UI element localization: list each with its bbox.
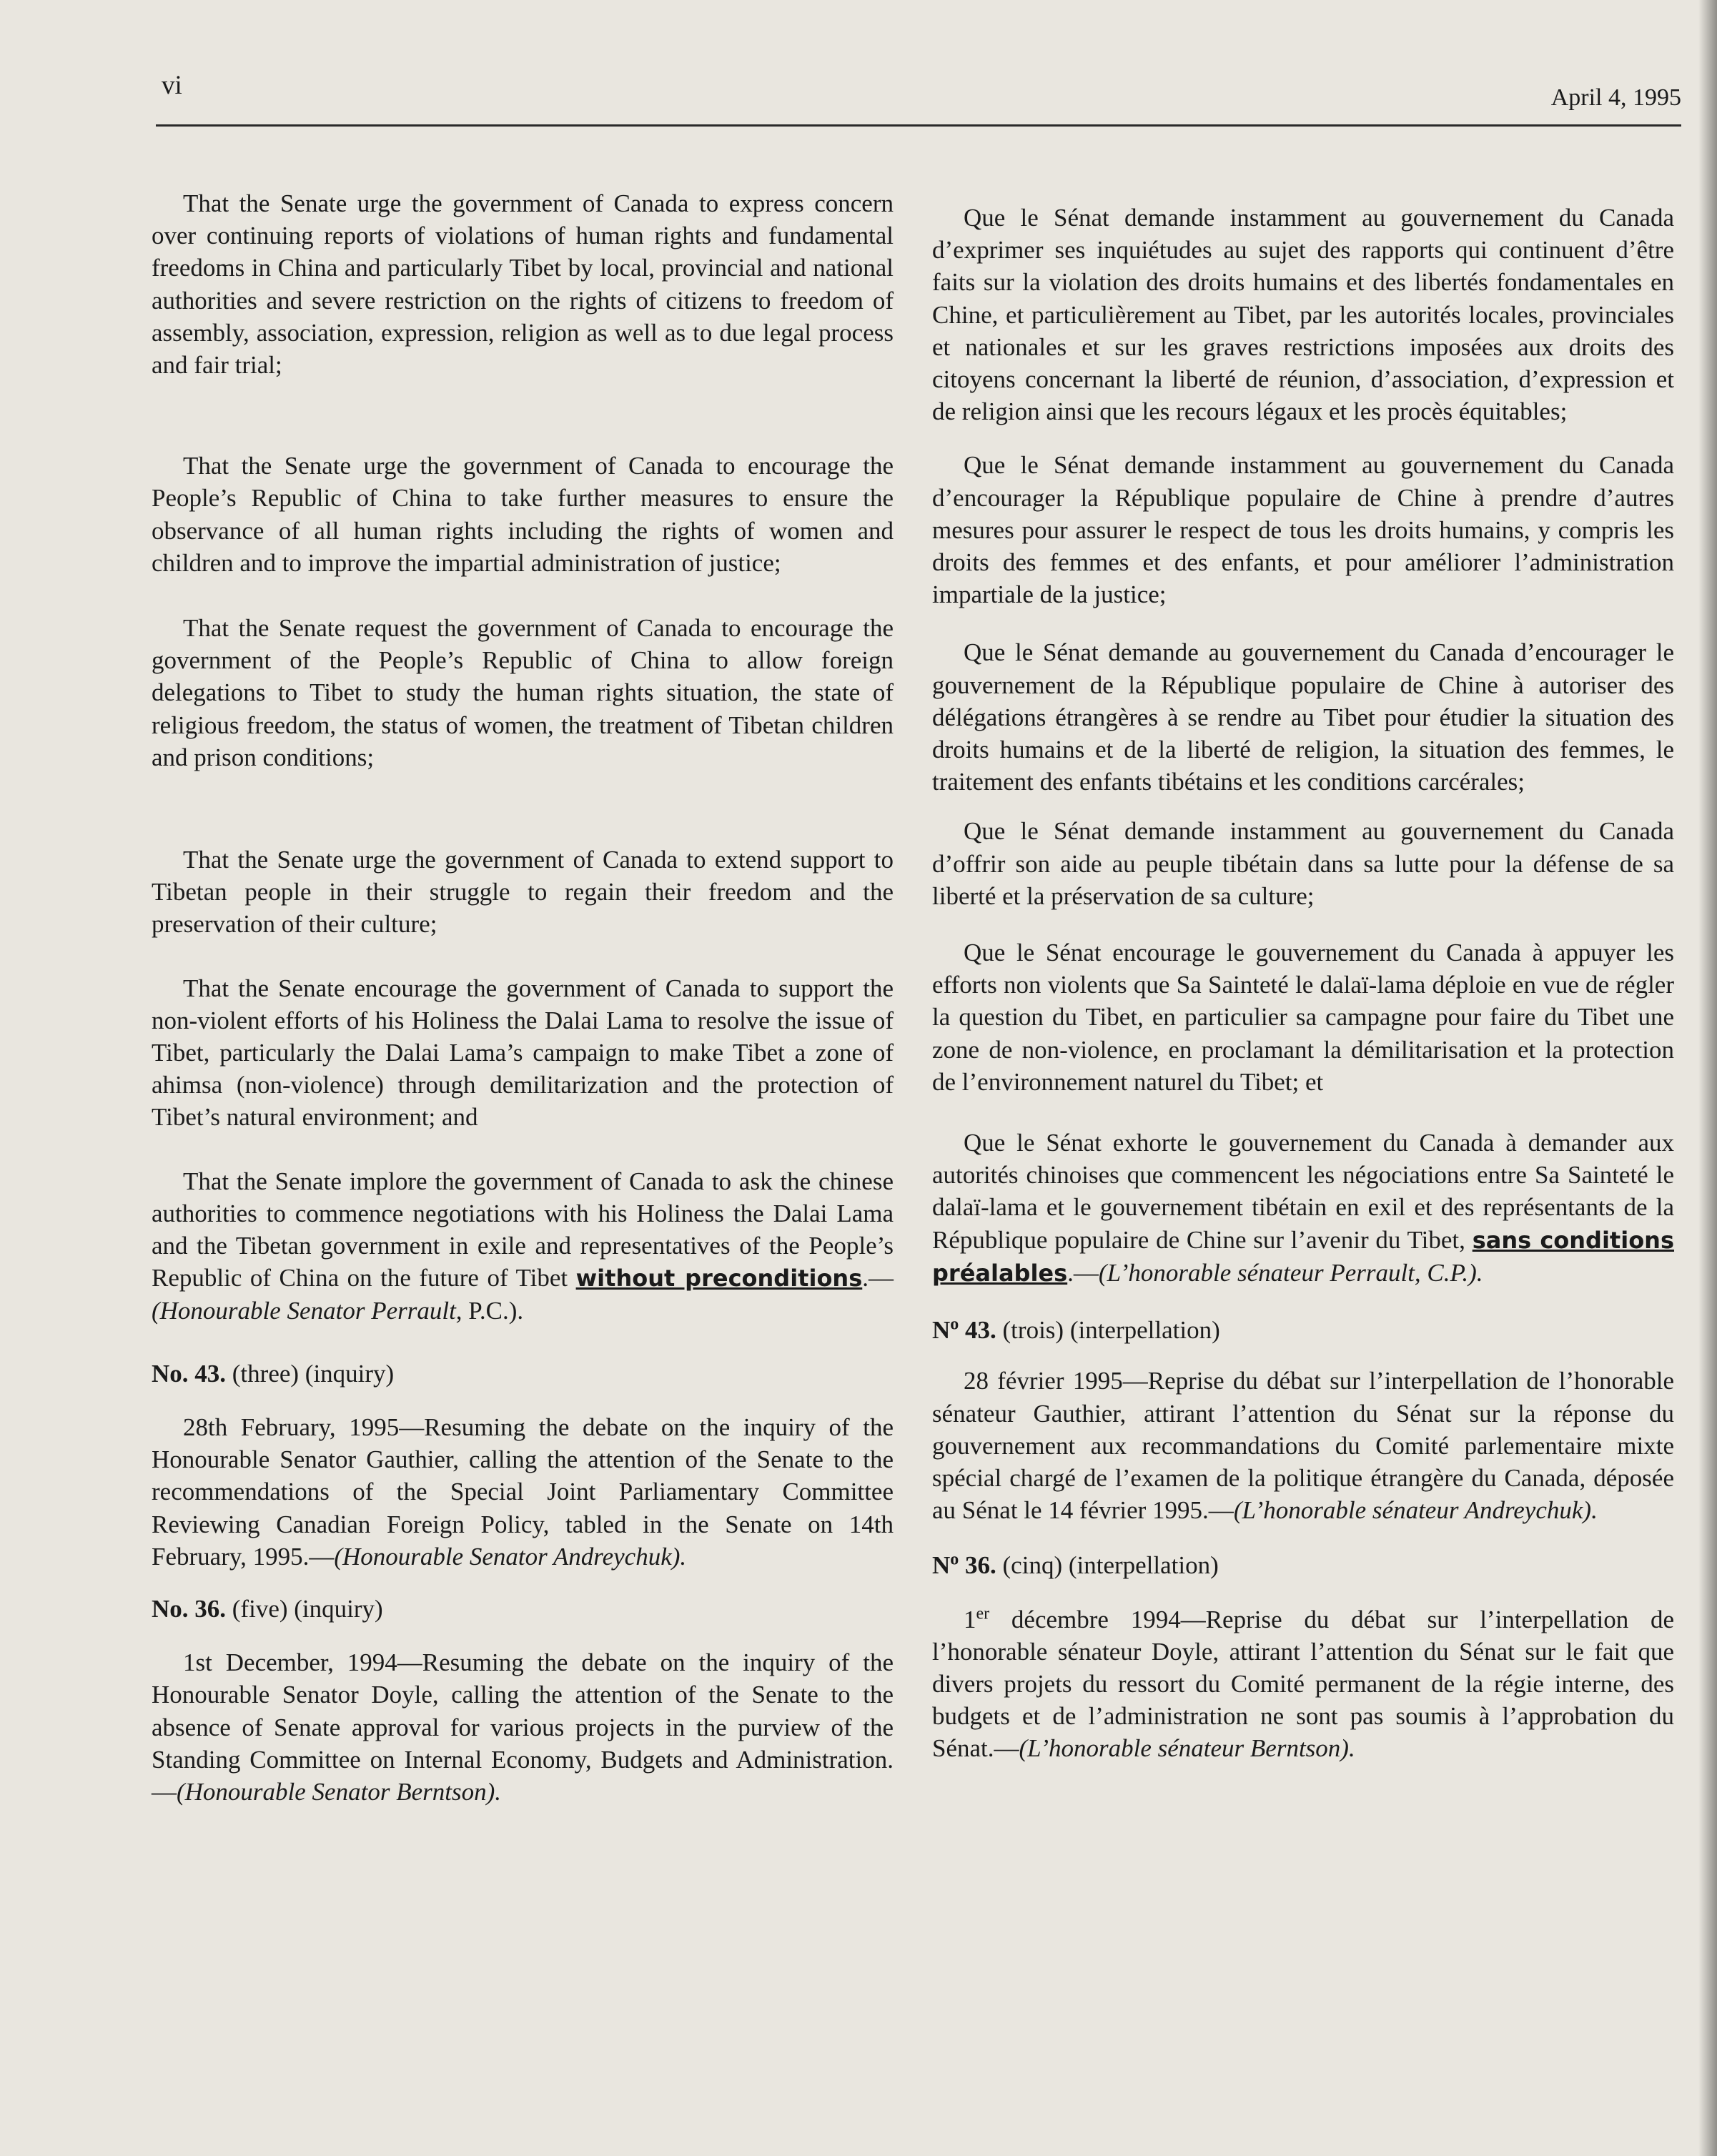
page-edge-shadow xyxy=(1698,0,1717,2156)
item-43-text-fr: 28 février 1995—Reprise du débat sur l’interpellation de l’honorable sénateur Gauthier, attirant l’attention du Sénat sur la réponse du gouvernement aux recommandations du Comité parlementaire mixte spécial chargé de l’examen de la politique étrangère du Canada, déposée au Sénat le 14 février 1995.—(L’honorable sénateur Andreychuk). xyxy=(932,1367,1674,1525)
page-number: vi xyxy=(162,71,182,100)
item-43-text: 28th February, 1995—Resuming the debate on the inquiry of the Honourable Senator Gauthier, calling the attention of the Senate to the recommendations of the Special Joint Parliamentary Committee Reviewing Canadian Foreign Policy, tabled in the Senate on 14th February, 1995.—(Honourable Senator Andreychuk). xyxy=(152,1413,894,1571)
item-heading-36: No. 36. (five) (inquiry) xyxy=(152,1594,383,1623)
sponsor: (Honourable Senator Berntson). xyxy=(177,1777,501,1806)
motion-paragraph-6: That the Senate implore the government of Canada to ask the chinese authorities to commence negotiations with his Holiness the Dalai Lama and the Tibetan government in exile and representatives of the People’s Republic of China on the future of Tibet without preconditions.—(Honourable Senator Perrault, P.C.). xyxy=(152,1167,894,1325)
page-header xyxy=(156,70,1681,127)
header-date: April 4, 1995 xyxy=(1550,84,1681,111)
motion-paragraph-1-fr: Que le Sénat demande instamment au gouvernement du Canada d’exprimer ses inquiétudes au sujet des rapports qui continuent d’être faits sur la violation des droits humains et des libertés fondamentales en Chine, et particulièrement au Tibet, par les autorités locales, provinciales et nationales et sur les graves restrictions imposées aux droits des citoyens concernant la liberté de réunion, d’association, d’expression et de religion ainsi que les recours légaux et les procès équitables; xyxy=(932,204,1674,426)
item-heading-36-fr: $N^o$ 36. (cinq) (interpellation) xyxy=(932,1550,1219,1580)
item-36-text: 1st December, 1994—Resuming the debate on the inquiry of the Honourable Senator Doyle, calling the attention of the Senate to the absence of Senate approval for various projects in the purview of the Standing Committee on Internal Economy, Budgets and Administration.—(Honourable Senator Berntson). xyxy=(152,1648,894,1806)
emphasis-text: without preconditions xyxy=(575,1265,863,1292)
motion-paragraph-3: That the Senate request the government of Canada to encourage the government of the People’s Republic of China to allow foreign delegations to Tibet to study the human rights situation, the state of religious freedom, the status of women, the treatment of Tibetan children and prison conditions; xyxy=(152,614,894,771)
motion-paragraph-3-fr: Que le Sénat demande au gouvernement du Canada d’encourager le gouvernement de la République populaire de Chine à autoriser des délégations étrangères à se rendre au Tibet pour étudier la situation des droits humains et de la liberté de religion, la situation des femmes, le traitement des enfants tibétains et les conditions carcérales; xyxy=(932,638,1674,796)
motion-paragraph-4-fr: Que le Sénat demande instamment au gouvernement du Canada d’offrir son aide au peuple tibétain dans sa lutte pour la défense de sa liberté et la préservation de sa culture; xyxy=(932,817,1674,910)
english-column xyxy=(152,187,894,1808)
motion-paragraph-5-fr: Que le Sénat encourage le gouvernement du Canada à appuyer les efforts non violents que Sa Sainteté le dalaï-lama déploie en vue de régler la question du Tibet, en particulier sa campagne pour faire du Tibet une zone de non-violence, en proclamant la démilitarisation et la protection de l’environnement naturel du Tibet; et xyxy=(932,939,1674,1096)
item-36-text-fr: 1er décembre 1994—Reprise du débat sur l’interpellation de l’honorable sénateur Doyle, attirant l’attention du Sénat sur le fait que divers projets du ressort du Comité permanent de la régie interne, des budgets et de l’administration ne sont pas soumis à l’approbation du Sénat.—(L’honorable sénateur Berntson). xyxy=(932,1603,1674,1763)
emphasis-text-fr: sans conditions préalables xyxy=(932,1226,1675,1287)
motion-paragraph-5: That the Senate encourage the government of Canada to support the non-violent efforts of his Holiness the Dalai Lama to resolve the issue of Tibet, particularly the Dalai Lama’s campaign to make Tibet a zone of ahimsa (non-violence) through demilitarization and the protection of Tibet’s natural environment; and xyxy=(152,974,894,1132)
motion-paragraph-2-fr: Que le Sénat demande instamment au gouvernement du Canada d’encourager la République populaire de Chine à prendre d’autres mesures pour assurer le respect de tous les droits humains, y compris les droits des femmes et des enfants, et pour améliorer l’administration impartiale de la justice; xyxy=(932,451,1674,609)
item-heading-43-fr: $N^o$ 43. (trois) (interpellation) xyxy=(932,1315,1220,1345)
sponsor-fr: (L’honorable sénateur Berntson). xyxy=(1019,1734,1355,1763)
motion-paragraph-2: That the Senate urge the government of Canada to encourage the People’s Republic of China to take further measures to ensure the observance of all human rights including the rights of women and children and to improve the impartial administration of justice; xyxy=(152,452,894,577)
motion-paragraph-6-fr: Que le Sénat exhorte le gouvernement du Canada à demander aux autorités chinoises que commencent les négociations entre Sa Sainteté le dalaï-lama et le gouvernement tibétain en exil et des représentants de la République populaire de Chine sur l’avenir du Tibet, sans conditions préalables.—(L’honorable sénateur Perrault, C.P.). xyxy=(932,1129,1675,1287)
sponsor-fr: (L’honorable sénateur Perrault, C.P.). xyxy=(1098,1258,1483,1287)
motion-paragraph-1: That the Senate urge the government of Canada to express concern over continuing reports of violations of human rights and fundamental freedoms in China and particularly Tibet by local, provincial and national authorities and severe restriction on the rights of citizens to freedom of assembly, association, expression, religion as well as to due legal process and fair trial; xyxy=(152,189,894,380)
sponsor: (Honourable Senator Perrault, xyxy=(152,1297,462,1325)
french-column xyxy=(932,187,1674,1765)
sponsor-fr: (L’honorable sénateur Andreychuk). xyxy=(1233,1496,1598,1525)
motion-paragraph-4: That the Senate urge the government of Canada to extend support to Tibetan people in their struggle to regain their freedom and the preservation of their culture; xyxy=(152,846,894,939)
sponsor: (Honourable Senator Andreychuk). xyxy=(334,1542,687,1571)
item-heading-43: No. 43. (three) (inquiry) xyxy=(152,1359,395,1388)
